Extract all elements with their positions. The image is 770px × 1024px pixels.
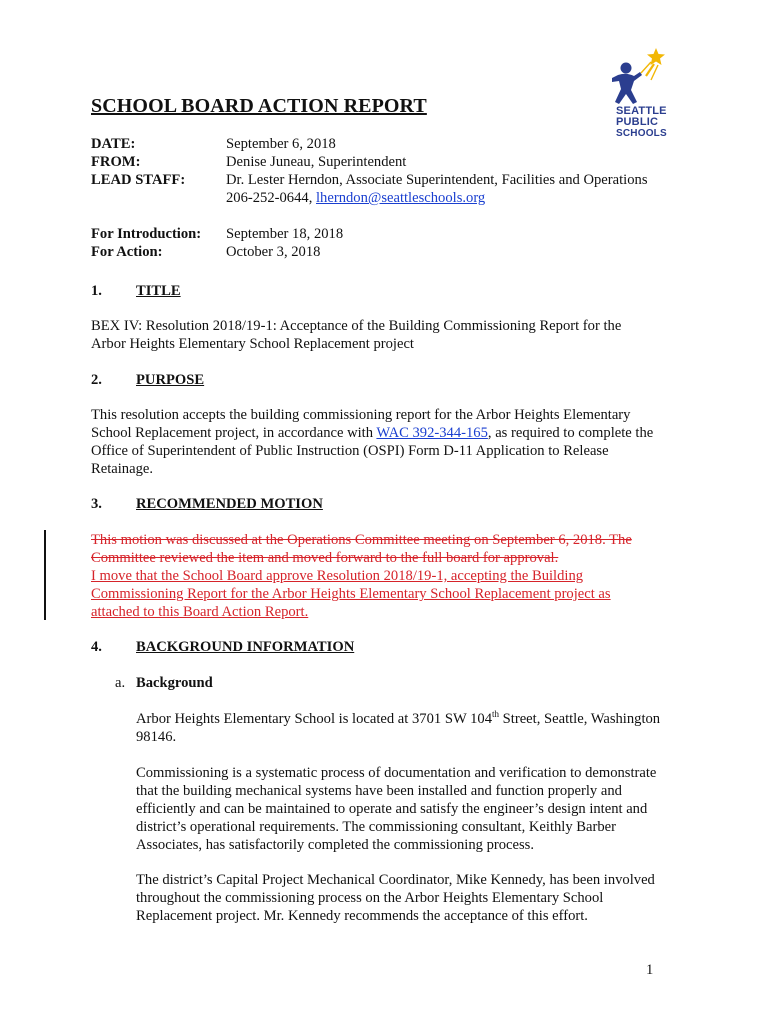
logo-line-public: PUBLIC (616, 116, 659, 128)
seattle-public-schools-logo (604, 42, 676, 142)
section-2-heading: PURPOSE (136, 372, 205, 388)
lead-staff-label: LEAD STAFF: (91, 172, 186, 188)
purpose-line-3: Office of Superintendent of Public Instruction (OSPI) Form D-11 Application to Release (91, 443, 609, 459)
report-title: SCHOOL BOARD ACTION REPORT (91, 95, 427, 117)
section-1-line-1: BEX IV: Resolution 2018/19-1: Acceptance of the Building Commissioning Report for the (91, 318, 622, 334)
logo-wordmark (616, 106, 676, 139)
wac-link[interactable]: WAC 392-344-165 (376, 425, 488, 441)
subsection-a-heading: Background (136, 675, 213, 691)
logo-line-seattle: SEATTLE (616, 105, 667, 117)
section-4-number: 4. (91, 639, 102, 655)
purpose-line-2-after: , as required to complete the (487, 425, 654, 441)
background-para-1-line-1 (136, 710, 660, 728)
section-2-number: 2. (91, 372, 102, 388)
section-1-heading: TITLE (136, 283, 181, 299)
address-before: Arbor Heights Elementary School is located at 3701 SW 104 (136, 711, 492, 727)
change-bar (44, 530, 46, 620)
section-1-line-2: Arbor Heights Elementary School Replacement project (91, 336, 414, 352)
action-value: October 3, 2018 (226, 244, 321, 260)
contact-line (226, 189, 485, 207)
from-label: FROM: (91, 154, 141, 170)
subsection-a-letter: a. (115, 675, 126, 691)
background-para-2-line-4: district’s operational requirements. The commissioning consultant, Keithly Barber (136, 819, 617, 835)
action-label: For Action: (91, 244, 163, 260)
logo-line-schools: SCHOOLS (616, 128, 667, 139)
date-value: September 6, 2018 (226, 136, 336, 152)
purpose-line-2 (91, 424, 653, 442)
motion-deleted-line-1: This motion was discussed at the Operations Committee meeting on September 6, 2018. The (91, 532, 632, 548)
page-number: 1 (646, 962, 654, 978)
intro-label: For Introduction: (91, 226, 202, 242)
purpose-line-1: This resolution accepts the building commissioning report for the Arbor Heights Elementary (91, 407, 631, 423)
background-para-2-line-2: that the building mechanical systems have been installed and function properly and (136, 783, 622, 799)
lead-staff-value: Dr. Lester Herndon, Associate Superintendent, Facilities and Operations (226, 172, 648, 188)
phone-number: 206-252-0644, (226, 190, 316, 206)
star-child-icon (604, 42, 674, 114)
background-para-3-line-3: Replacement project. Mr. Kennedy recommends the acceptance of this effort. (136, 908, 588, 924)
section-3-number: 3. (91, 496, 102, 512)
motion-deleted-line-2: Committee reviewed the item and moved forward to the full board for approval. (91, 550, 559, 566)
background-para-2-line-5: Associates, has satisfactorily completed the commissioning process. (136, 837, 535, 853)
background-para-2-line-3: efficiently and can be maintained to operate and satisfy the engineer’s design intent and (136, 801, 648, 817)
background-para-3-line-1: The district’s Capital Project Mechanical Coordinator, Mike Kennedy, has been involved (136, 872, 655, 888)
section-3-heading: RECOMMENDED MOTION (136, 496, 323, 512)
section-4-heading: BACKGROUND INFORMATION (136, 639, 355, 655)
purpose-line-4: Retainage. (91, 461, 153, 477)
background-para-1-line-2: 98146. (136, 729, 177, 745)
motion-inserted-line-1: I move that the School Board approve Resolution 2018/19-1, accepting the Building (91, 568, 584, 584)
background-para-2-line-1: Commissioning is a systematic process of documentation and verification to demonstrate (136, 765, 657, 781)
address-after: Street, Seattle, Washington (499, 711, 661, 727)
motion-inserted-line-3: attached to this Board Action Report. (91, 604, 309, 620)
date-label: DATE: (91, 136, 136, 152)
intro-value: September 18, 2018 (226, 226, 344, 242)
from-value: Denise Juneau, Superintendent (226, 154, 407, 170)
background-para-3-line-2: throughout the commissioning process on the Arbor Heights Elementary School (136, 890, 604, 906)
email-link[interactable]: lherndon@seattleschools.org (316, 190, 486, 206)
address-sup: th (492, 709, 500, 720)
purpose-line-2-before: School Replacement project, in accordance with (91, 425, 377, 441)
motion-inserted-line-2: Commissioning Report for the Arbor Heights Elementary School Replacement project as (91, 586, 611, 602)
section-1-number: 1. (91, 283, 102, 299)
